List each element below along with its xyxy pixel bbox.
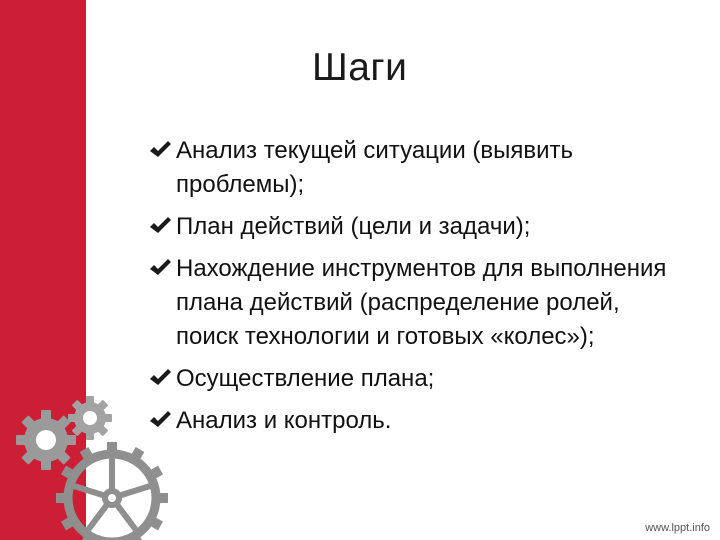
bullet-text: Нахождение инструментов для выполнения плана действий (распределение ролей, поиск технологии и готовых «колес»); xyxy=(176,255,667,350)
bullet-text: Анализ текущей ситуации (выявить проблемы); xyxy=(176,137,574,198)
checkmark-icon xyxy=(148,408,172,432)
checkmark-icon xyxy=(148,256,172,280)
large-gear-icon xyxy=(56,442,168,540)
list-item xyxy=(148,210,688,244)
watermark: www.lppt.info xyxy=(645,522,710,534)
bullet-text: Анализ и контроль. xyxy=(176,407,392,434)
list-item xyxy=(148,252,688,354)
list-item xyxy=(148,134,688,202)
small-gear-icon xyxy=(68,396,112,440)
list-item xyxy=(148,404,688,438)
bullet-text: Осуществление плана; xyxy=(176,365,435,392)
bullet-text: План действий (цели и задачи); xyxy=(176,213,531,240)
checkmark-icon xyxy=(148,138,172,162)
medium-gear-icon xyxy=(16,410,76,470)
bullet-list xyxy=(148,134,688,446)
slide-title: Шаги xyxy=(312,46,408,89)
checkmark-icon xyxy=(148,366,172,390)
list-item xyxy=(148,362,688,396)
checkmark-icon xyxy=(148,214,172,238)
